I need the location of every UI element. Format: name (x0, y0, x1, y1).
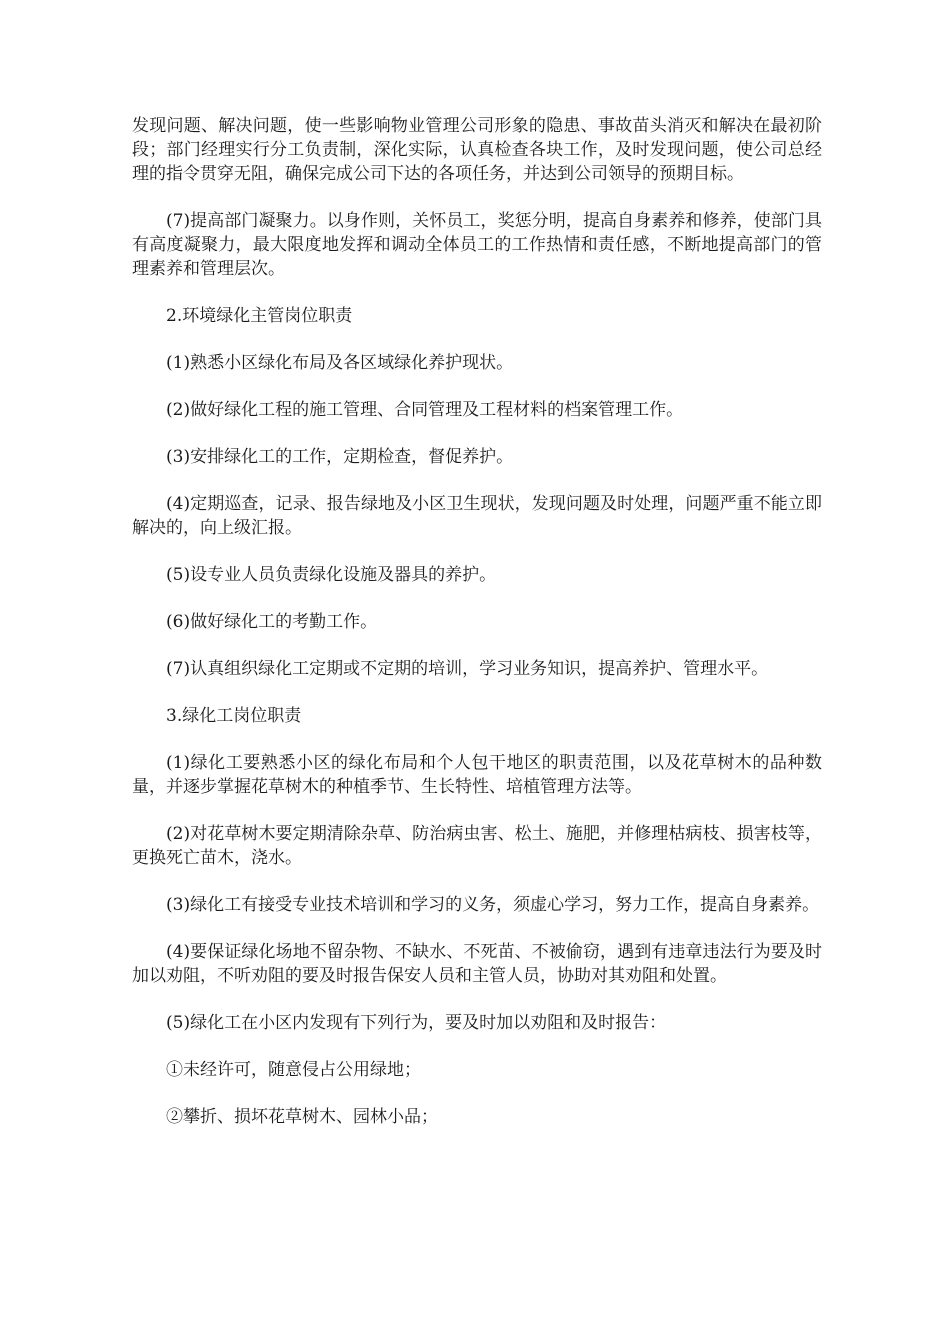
paragraph-worker-item-4: (4)要保证绿化场地不留杂物、不缺水、不死苗、不被偷窃，遇到有违章违法行为要及时加以劝阻，不听劝阻的要及时报告保安人员和主管人员，协助对其劝阻和处置。 (132, 942, 822, 986)
section-heading-greening-supervisor: 2.环境绿化主管岗位职责 (166, 306, 353, 326)
paragraph-item-7-cohesion: (7)提高部门凝聚力。以身作则，关怀员工，奖惩分明，提高自身素养和修养，使部门具有高度凝聚力，最大限度地发挥和调动全体员工的工作热情和责任感，不断地提高部门的管理素养和管理层次。 (132, 211, 822, 279)
paragraph-worker-item-2: (2)对花草树木要定期清除杂草、防治病虫害、松土、施肥，并修理枯病枝、损害枝等，更换死亡苗木，浇水。 (132, 824, 822, 868)
document-body (132, 114, 822, 1152)
paragraph-worker-subitem-2: ②攀折、损坏花草树木、园林小品； (166, 1107, 438, 1127)
paragraph-supervisor-item-3: (3)安排绿化工的工作，定期检查，督促养护。 (166, 447, 514, 467)
paragraph-supervisor-item-5: (5)设专业人员负责绿化设施及器具的养护。 (166, 565, 497, 585)
paragraph-supervisor-item-4: (4)定期巡查，记录、报告绿地及小区卫生现状，发现问题及时处理，问题严重不能立即解决的，向上级汇报。 (132, 494, 822, 538)
paragraph-worker-item-1: (1)绿化工要熟悉小区的绿化布局和个人包干地区的职责范围，以及花草树木的品种数量，并逐步掌握花草树木的种植季节、生长特性、培植管理方法等。 (132, 753, 822, 797)
paragraph-worker-subitem-1: ①未经许可，随意侵占公用绿地； (166, 1060, 421, 1080)
paragraph-worker-item-5: (5)绿化工在小区内发现有下列行为，要及时加以劝阻和及时报告： (166, 1013, 667, 1033)
paragraph-worker-item-3: (3)绿化工有接受专业技术培训和学习的义务，须虚心学习，努力工作，提高自身素养。 (166, 895, 820, 915)
paragraph-supervisor-item-6: (6)做好绿化工的考勤工作。 (166, 612, 378, 632)
paragraph-supervisor-item-2: (2)做好绿化工程的施工管理、合同管理及工程材料的档案管理工作。 (166, 400, 684, 420)
paragraph-continuation: 发现问题、解决问题，使一些影响物业管理公司形象的隐患、事故苗头消灭和解决在最初阶段；部门经理实行分工负责制，深化实际，认真检查各块工作，及时发现问题，使公司总经理的指令贯穿无阻，确保完成公司下达的各项任务，并达到公司领导的预期目标。 (132, 116, 822, 184)
paragraph-supervisor-item-1: (1)熟悉小区绿化布局及各区域绿化养护现状。 (166, 353, 514, 373)
paragraph-supervisor-item-7: (7)认真组织绿化工定期或不定期的培训，学习业务知识，提高养护、管理水平。 (166, 659, 769, 679)
section-heading-greening-worker: 3.绿化工岗位职责 (166, 706, 302, 726)
